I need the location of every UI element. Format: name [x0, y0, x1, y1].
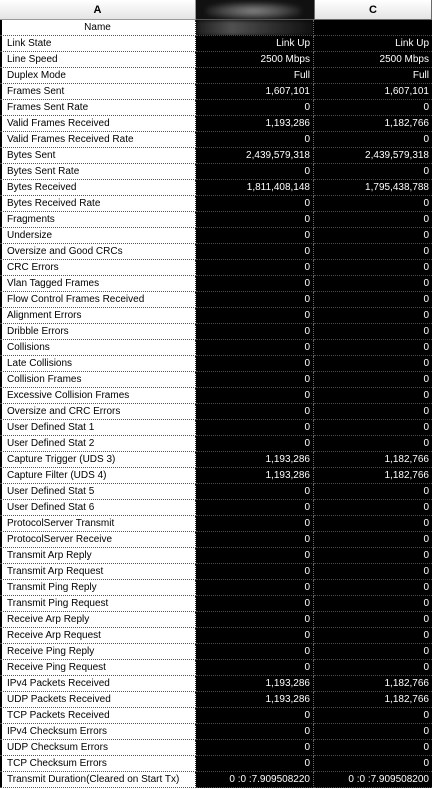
stat-value-c-cell[interactable]: 0	[314, 532, 432, 548]
stat-value-b-cell[interactable]: 0	[196, 628, 314, 644]
redacted-port-name-b	[196, 20, 314, 36]
stat-value-c-cell[interactable]: 0	[314, 516, 432, 532]
stat-name-cell[interactable]: Alignment Errors	[0, 308, 196, 324]
stat-value-c-cell[interactable]: 0	[314, 500, 432, 516]
stat-value-c-cell[interactable]: 0	[314, 436, 432, 452]
stat-value-c-cell[interactable]: 2500 Mbps	[314, 52, 432, 68]
stat-value-b-cell[interactable]: 0	[196, 356, 314, 372]
stat-value-b-cell[interactable]: 0	[196, 500, 314, 516]
table-row[interactable]	[0, 468, 432, 484]
stat-value-b-cell[interactable]: 1,193,286	[196, 452, 314, 468]
table-row[interactable]	[0, 564, 432, 580]
stat-value-b-cell[interactable]: 0	[196, 388, 314, 404]
table-row[interactable]	[0, 644, 432, 660]
stat-value-b-cell[interactable]: 0	[196, 484, 314, 500]
stat-value-b-cell[interactable]: 0	[196, 548, 314, 564]
stat-value-b-cell[interactable]: 0	[196, 196, 314, 212]
stat-value-b-cell[interactable]: 0	[196, 276, 314, 292]
stat-name-cell[interactable]: UDP Packets Received	[0, 692, 196, 708]
stat-value-b-cell[interactable]: 0 :0 :7.909508220	[196, 772, 314, 788]
table-row[interactable]	[0, 692, 432, 708]
stat-value-b-cell[interactable]: 2,439,579,318	[196, 148, 314, 164]
stat-value-c-cell[interactable]: Link Up	[314, 36, 432, 52]
table-row[interactable]	[0, 148, 432, 164]
stat-name-cell[interactable]: TCP Checksum Errors	[0, 756, 196, 772]
table-row[interactable]	[0, 532, 432, 548]
table-row[interactable]	[0, 180, 432, 196]
stat-value-c-cell[interactable]: 0	[314, 724, 432, 740]
table-row[interactable]	[0, 740, 432, 756]
table-row[interactable]	[0, 628, 432, 644]
stat-value-c-cell[interactable]: 0	[314, 484, 432, 500]
stat-value-b-cell[interactable]: 0	[196, 308, 314, 324]
stat-name-cell[interactable]: UDP Checksum Errors	[0, 740, 196, 756]
stat-name-cell[interactable]: CRC Errors	[0, 260, 196, 276]
stat-value-c-cell[interactable]: Full	[314, 68, 432, 84]
stat-name-cell[interactable]: Valid Frames Received Rate	[0, 132, 196, 148]
stat-value-b-cell[interactable]: 1,607,101	[196, 84, 314, 100]
stat-value-c-cell[interactable]: 0	[314, 612, 432, 628]
stat-name-cell[interactable]: Fragments	[0, 212, 196, 228]
stat-name-cell[interactable]: Transmit Arp Request	[0, 564, 196, 580]
stat-name-cell[interactable]: Oversize and Good CRCs	[0, 244, 196, 260]
stat-value-b-cell[interactable]: 0	[196, 260, 314, 276]
table-row[interactable]	[0, 68, 432, 84]
stat-value-c-cell[interactable]: 0	[314, 740, 432, 756]
table-row[interactable]	[0, 292, 432, 308]
stat-value-c-cell[interactable]: 0 :0 :7.909508200	[314, 772, 432, 788]
stat-value-b-cell[interactable]: 1,193,286	[196, 676, 314, 692]
table-row[interactable]	[0, 228, 432, 244]
table-row[interactable]	[0, 708, 432, 724]
column-header-a[interactable]: A	[0, 0, 196, 20]
stat-value-b-cell[interactable]: 0	[196, 420, 314, 436]
stat-name-cell[interactable]: Transmit Arp Reply	[0, 548, 196, 564]
stat-value-c-cell[interactable]: 0	[314, 324, 432, 340]
stat-value-b-cell[interactable]: Full	[196, 68, 314, 84]
stat-value-c-cell[interactable]: 0	[314, 164, 432, 180]
table-row[interactable]	[0, 276, 432, 292]
name-header-cell: Name	[0, 20, 196, 36]
table-row[interactable]	[0, 596, 432, 612]
stat-name-cell[interactable]: Collision Frames	[0, 372, 196, 388]
table-row[interactable]	[0, 548, 432, 564]
stat-name-cell[interactable]: Receive Ping Request	[0, 660, 196, 676]
stat-value-b-cell[interactable]: 0	[196, 564, 314, 580]
stat-value-b-cell[interactable]: 0	[196, 756, 314, 772]
stat-value-b-cell[interactable]: 0	[196, 596, 314, 612]
stat-value-c-cell[interactable]: 1,182,766	[314, 692, 432, 708]
stat-value-b-cell[interactable]: 0	[196, 404, 314, 420]
stat-value-b-cell[interactable]: 1,193,286	[196, 116, 314, 132]
table-row[interactable]	[0, 100, 432, 116]
stat-value-c-cell[interactable]: 0	[314, 596, 432, 612]
stat-value-b-cell[interactable]: 0	[196, 708, 314, 724]
stat-name-cell[interactable]: User Defined Stat 2	[0, 436, 196, 452]
stat-value-c-cell[interactable]: 0	[314, 708, 432, 724]
stat-value-b-cell[interactable]: 0	[196, 436, 314, 452]
stat-name-cell[interactable]: Receive Arp Reply	[0, 612, 196, 628]
table-row[interactable]	[0, 260, 432, 276]
stat-value-c-cell[interactable]: 1,182,766	[314, 676, 432, 692]
stat-value-c-cell[interactable]: 0	[314, 420, 432, 436]
table-row[interactable]	[0, 372, 432, 388]
stat-value-c-cell[interactable]: 0	[314, 276, 432, 292]
stat-value-b-cell[interactable]: 0	[196, 212, 314, 228]
stat-name-cell[interactable]: Line Speed	[0, 52, 196, 68]
stat-name-cell[interactable]: IPv4 Checksum Errors	[0, 724, 196, 740]
stat-value-c-cell[interactable]: 0	[314, 356, 432, 372]
stat-value-c-cell[interactable]: 1,182,766	[314, 452, 432, 468]
table-row[interactable]	[0, 484, 432, 500]
stat-name-cell[interactable]: Late Collisions	[0, 356, 196, 372]
stat-value-c-cell[interactable]: 0	[314, 628, 432, 644]
stat-value-c-cell[interactable]: 1,607,101	[314, 84, 432, 100]
table-row[interactable]	[0, 660, 432, 676]
stat-value-b-cell[interactable]: 0	[196, 292, 314, 308]
stat-name-cell[interactable]: Transmit Ping Reply	[0, 580, 196, 596]
stat-name-cell[interactable]: Valid Frames Received	[0, 116, 196, 132]
stat-value-c-cell[interactable]: 0	[314, 244, 432, 260]
stat-value-c-cell[interactable]: 0	[314, 564, 432, 580]
table-row[interactable]	[0, 516, 432, 532]
table-row[interactable]	[0, 436, 432, 452]
stat-value-b-cell[interactable]: 0	[196, 164, 314, 180]
stat-name-cell[interactable]: Bytes Received Rate	[0, 196, 196, 212]
stat-value-b-cell[interactable]: Link Up	[196, 36, 314, 52]
stat-name-cell[interactable]: Duplex Mode	[0, 68, 196, 84]
table-row[interactable]	[0, 500, 432, 516]
table-row[interactable]	[0, 132, 432, 148]
stat-name-cell[interactable]: Transmit Duration(Cleared on Start Tx)	[0, 772, 196, 788]
table-row[interactable]	[0, 308, 432, 324]
stat-name-cell[interactable]: Link State	[0, 36, 196, 52]
stat-name-cell[interactable]: Transmit Ping Request	[0, 596, 196, 612]
stat-value-c-cell[interactable]: 0	[314, 580, 432, 596]
table-row[interactable]	[0, 580, 432, 596]
stat-value-b-cell[interactable]: 0	[196, 580, 314, 596]
stat-value-b-cell[interactable]: 0	[196, 228, 314, 244]
stat-name-cell[interactable]: Undersize	[0, 228, 196, 244]
table-row[interactable]	[0, 612, 432, 628]
redacted-header	[206, 2, 301, 20]
stat-value-c-cell[interactable]: 0	[314, 100, 432, 116]
stat-name-cell[interactable]: Vlan Tagged Frames	[0, 276, 196, 292]
stat-name-cell[interactable]: Receive Ping Reply	[0, 644, 196, 660]
stat-value-c-cell[interactable]: 0	[314, 292, 432, 308]
table-row[interactable]	[0, 212, 432, 228]
stat-name-cell[interactable]: User Defined Stat 6	[0, 500, 196, 516]
stat-value-b-cell[interactable]: 0	[196, 516, 314, 532]
table-row[interactable]	[0, 388, 432, 404]
table-row[interactable]	[0, 116, 432, 132]
column-header-b[interactable]	[196, 0, 314, 20]
stat-value-b-cell[interactable]: 1,811,408,148	[196, 180, 314, 196]
stat-name-cell[interactable]: Receive Arp Request	[0, 628, 196, 644]
stat-value-c-cell[interactable]: 0	[314, 196, 432, 212]
stat-value-b-cell[interactable]: 0	[196, 324, 314, 340]
stat-value-b-cell[interactable]: 0	[196, 660, 314, 676]
stat-value-b-cell[interactable]: 1,193,286	[196, 468, 314, 484]
table-row[interactable]	[0, 452, 432, 468]
table-row[interactable]	[0, 356, 432, 372]
stat-name-cell[interactable]: Bytes Received	[0, 180, 196, 196]
stat-name-cell[interactable]: TCP Packets Received	[0, 708, 196, 724]
stat-name-cell[interactable]: Capture Trigger (UDS 3)	[0, 452, 196, 468]
stat-value-c-cell[interactable]: 1,182,766	[314, 116, 432, 132]
table-row[interactable]	[0, 340, 432, 356]
stat-value-c-cell[interactable]: 0	[314, 388, 432, 404]
stat-value-c-cell[interactable]: 0	[314, 372, 432, 388]
stat-value-b-cell[interactable]: 2500 Mbps	[196, 52, 314, 68]
stat-name-cell[interactable]: Frames Sent	[0, 84, 196, 100]
table-row[interactable]	[0, 404, 432, 420]
stat-value-c-cell[interactable]: 0	[314, 404, 432, 420]
stat-name-cell[interactable]: Flow Control Frames Received	[0, 292, 196, 308]
stat-value-b-cell[interactable]: 0	[196, 372, 314, 388]
stat-value-b-cell[interactable]: 0	[196, 340, 314, 356]
stat-value-c-cell[interactable]: 0	[314, 308, 432, 324]
table-row[interactable]	[0, 756, 432, 772]
stat-value-c-cell[interactable]: 1,795,438,788	[314, 180, 432, 196]
stat-name-cell[interactable]: ProtocolServer Receive	[0, 532, 196, 548]
header-row	[0, 20, 432, 36]
table-row[interactable]	[0, 164, 432, 180]
stat-value-c-cell[interactable]: 0	[314, 212, 432, 228]
table-row[interactable]	[0, 196, 432, 212]
stat-name-cell[interactable]: Bytes Sent	[0, 148, 196, 164]
table-row[interactable]	[0, 84, 432, 100]
stat-value-b-cell[interactable]: 0	[196, 644, 314, 660]
stat-name-cell[interactable]: Capture Filter (UDS 4)	[0, 468, 196, 484]
stat-value-c-cell[interactable]: 0	[314, 132, 432, 148]
table-row[interactable]	[0, 36, 432, 52]
stat-value-c-cell[interactable]: 0	[314, 660, 432, 676]
port-name-c	[314, 20, 432, 36]
stat-value-b-cell[interactable]: 0	[196, 612, 314, 628]
stat-name-cell[interactable]: Excessive Collision Frames	[0, 388, 196, 404]
stat-name-cell[interactable]: Dribble Errors	[0, 324, 196, 340]
stat-name-cell[interactable]: User Defined Stat 1	[0, 420, 196, 436]
table-row[interactable]	[0, 420, 432, 436]
stat-name-cell[interactable]: Bytes Sent Rate	[0, 164, 196, 180]
stat-value-b-cell[interactable]: 0	[196, 132, 314, 148]
stat-value-c-cell[interactable]: 0	[314, 260, 432, 276]
stat-value-c-cell[interactable]: 0	[314, 228, 432, 244]
stat-name-cell[interactable]: User Defined Stat 5	[0, 484, 196, 500]
stat-value-b-cell[interactable]: 0	[196, 532, 314, 548]
stat-value-c-cell[interactable]: 2,439,579,318	[314, 148, 432, 164]
stat-value-c-cell[interactable]: 0	[314, 644, 432, 660]
stat-value-c-cell[interactable]: 0	[314, 756, 432, 772]
stat-value-c-cell[interactable]: 0	[314, 340, 432, 356]
stat-value-c-cell[interactable]: 0	[314, 548, 432, 564]
stat-value-b-cell[interactable]: 1,193,286	[196, 692, 314, 708]
table-row[interactable]	[0, 724, 432, 740]
table-row[interactable]	[0, 244, 432, 260]
table-row[interactable]	[0, 52, 432, 68]
stat-name-cell[interactable]: Oversize and CRC Errors	[0, 404, 196, 420]
stat-name-cell[interactable]: IPv4 Packets Received	[0, 676, 196, 692]
stat-value-b-cell[interactable]: 0	[196, 740, 314, 756]
stat-name-cell[interactable]: Collisions	[0, 340, 196, 356]
stat-name-cell[interactable]: Frames Sent Rate	[0, 100, 196, 116]
column-header-c[interactable]: C	[314, 0, 432, 20]
stat-value-b-cell[interactable]: 0	[196, 244, 314, 260]
stat-value-b-cell[interactable]: 0	[196, 100, 314, 116]
stat-value-c-cell[interactable]: 1,182,766	[314, 468, 432, 484]
stat-value-b-cell[interactable]: 0	[196, 724, 314, 740]
table-row[interactable]	[0, 324, 432, 340]
table-row[interactable]	[0, 772, 432, 788]
table-row[interactable]	[0, 676, 432, 692]
stat-name-cell[interactable]: ProtocolServer Transmit	[0, 516, 196, 532]
